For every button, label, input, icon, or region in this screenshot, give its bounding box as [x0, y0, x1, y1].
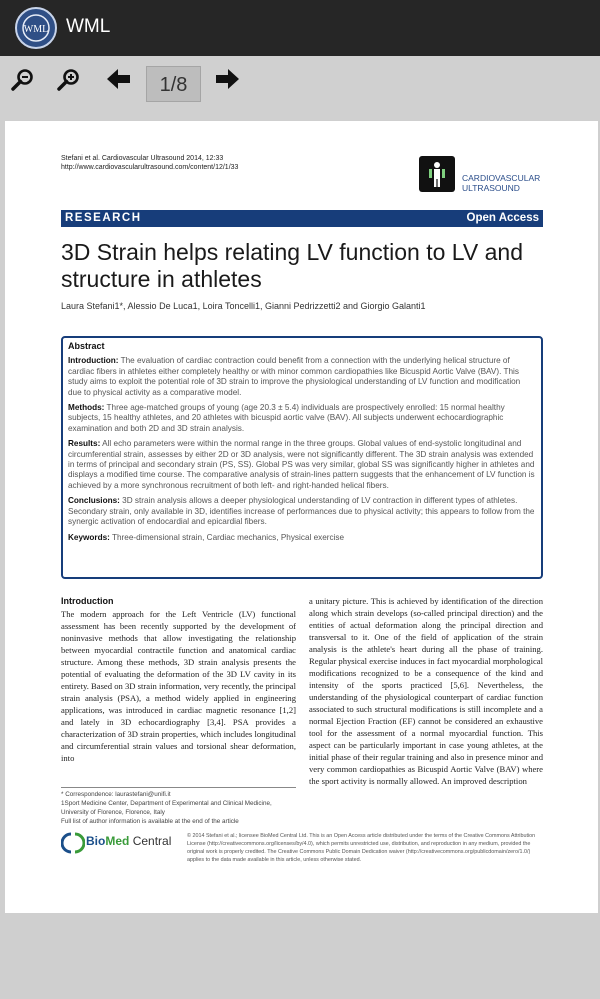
abstract-keywords-text: Three-dimensional strain, Cardiac mechanics, Physical exercise [112, 532, 345, 542]
abstract-results-label: Results: [68, 439, 101, 449]
abstract-introduction-label: Introduction: [68, 356, 119, 366]
paper-title: 3D Strain helps relating LV function to LV and structure in athletes [61, 239, 523, 292]
logo-text: WML [23, 24, 49, 35]
abstract-methods-text: Three age-matched groups of young (age 20.3 ± 5.4) individuals are prospectively enrolled: 15 normal healthy subjects, 15 healthy athletes, and 20 athletes with bicuspid aortic valve (BAV). All subjects underwent echocardiographic examination and both 2D and 3D strain analysis. [68, 403, 505, 433]
body-column-right: a unitary picture. This is achieved by identification of the direction along which strain develops (so-called principal direction) and the entities of actual deformation along the principal direction and transversal to it. One of the field of application of the strain analysis is the athlete's heart during all the phase of training. Regular physical exercise induces in fact myocardial morphological modifications recognized to be a consequence of the kind and intensity of the sports practiced [5,6]. Nevertheless, the understanding of the physiological counterpart of cardiac function associated to such structural modifications is still incomplete and a normal Ejection Fraction (EF) cannot be considered an exhaustive tool for the assessment of a normal myocardial function. This aspect can be particularly important in case young athletes, at the initial phase of their regular training and also in presence minor and very common cardiopathies as Bicuspid Aortic Valve (BAV) where the sport activity is normally allowed. An improved description [309, 596, 543, 786]
correspondence-footnote: * Correspondence: laurastefani@unifi.it [61, 791, 171, 798]
license-text: © 2014 Stefani et al.; licensee BioMed Central Ltd. This is an Open Access article distributed under the terms of the Creative Commons Attribution License (http://creativecommons.org/licenses/by/4.0), which permits unrestricted use, distribution, and reproduction in any medium, provided the original work is properly credited. The Creative Commons Public Domain Dedication waiver (http://creativecommons.org/publicdomain/zero/1.0/) applies to the data made available in this article, unless otherwise stated. [187, 833, 536, 863]
introduction-heading: Introduction [61, 596, 114, 606]
app-logo-icon[interactable] [15, 7, 57, 49]
abstract-introduction [68, 356, 536, 398]
abstract-methods [68, 403, 536, 434]
abstract-methods-label: Methods: [68, 403, 105, 413]
figure-icon [419, 156, 455, 192]
page-indicator: 1/8 [146, 66, 201, 102]
publisher-bio: Bio [86, 834, 106, 848]
footnotes [61, 787, 296, 826]
publisher-central: Central [132, 834, 172, 848]
journal-name-line1: CARDIOVASCULAR [462, 173, 541, 183]
abstract-results-text: All echo parameters were within the normal range in the three groups. Global values of end-systolic longitudinal and circumferential strain, assesses by either 2D or 3D analysis, were not significantly different. The 3D strain analysis was extended in terms of principal and secondary strain (PS, SS). Global PS was very similar, global SS was significantly higher in athletes and displays a modified time course. The comparative analysis of strain-lines pattern suggests that the enhancement of LV function is achieved by a more synchronous recruitment of both left- and right-handed helical fibers. [68, 439, 535, 490]
app-bar [0, 0, 600, 56]
journal-logo-icon [419, 156, 455, 192]
article-url: http://www.cardiovascularultrasound.com/content/12/1/33 [61, 164, 239, 171]
affiliation-footnote: 1Sport Medicine Center, Department of Experimental and Clinical Medicine, University of Florence, Florence, Italy [61, 800, 272, 816]
abstract-box [61, 336, 543, 579]
previous-page-button[interactable] [104, 66, 134, 96]
bmc-swirl-icon [61, 831, 85, 855]
zoom-out-icon [8, 66, 38, 96]
abstract-conclusions-label: Conclusions: [68, 496, 120, 506]
body-column-left [61, 595, 296, 764]
next-page-button[interactable] [212, 66, 242, 96]
author-info-footnote: Full list of author information is available at the end of the article [61, 818, 239, 825]
app-title: WML [66, 16, 111, 37]
abstract-results [68, 439, 536, 491]
author-list: Laura Stefani1*, Alessio De Luca1, Loira Toncelli1, Gianni Pedrizzetti2 and Giorgio Galanti1 [61, 301, 426, 311]
abstract-introduction-text: The evaluation of cardiac contraction could benefit from a connection with the underlying helical structure of cardiac fibers in athletes either completely healthy or with minor common cardiopathies like Bicuspid Aortic Valve (BAV). This study aims to exploit the potential role of 3D strain to improve the physiological understanding of LV function and modification due to physical activity as a comparative model. [68, 356, 521, 397]
introduction-text-left: The modern approach for the Left Ventricle (LV) functional assessment has been recently supported by the development of noninvasive methods that allow investigating the relationship between myocardial contractile function and anatomical cardiac structure. Among these methods, 3D strain analysis presents the potential of evaluating the deformation of the 3D LV cavity in its entirety. Based on 3D strain information, very recently, the principal strain analysis (PSA), a method widely applied in engineering applications, was introduced in cardiac magnetic resonance [1,2] and lately in 3D echocardiography [3,4]. PSA provides a characterization of 3D strain properties, which includes longitudinal and circumferential strain values and torsional shear deformation, into [61, 609, 296, 763]
logo-emblem [17, 9, 55, 47]
journal-name-line2: ULTRASOUND [462, 183, 520, 193]
arrow-right-icon [212, 66, 242, 96]
open-access-label: Open Access [466, 212, 539, 224]
journal-name [462, 173, 540, 193]
document-page[interactable] [5, 121, 598, 913]
research-label: RESEARCH [65, 212, 142, 224]
abstract-conclusions [68, 496, 536, 527]
publisher-name [86, 834, 171, 848]
publisher-med: Med [105, 834, 130, 848]
abstract-keywords [68, 533, 536, 543]
reader-toolbar [0, 56, 600, 120]
abstract-conclusions-text: 3D strain analysis allows a deeper physiological understanding of LV contraction in different types of athletes. Secondary strain, only available in 3D, identifies increase of performances due to physical activity; this appears to follow from the synergic activation of endocardial and epicardial fibers. [68, 496, 535, 527]
zoom-in-button[interactable] [54, 66, 84, 96]
abstract-keywords-label: Keywords: [68, 532, 110, 542]
zoom-out-button[interactable] [8, 66, 38, 96]
research-banner [61, 210, 543, 227]
journal-citation: Stefani et al. Cardiovascular Ultrasound 2014, 12:33 [61, 155, 224, 162]
arrow-left-icon [104, 66, 134, 96]
abstract-heading: Abstract [68, 341, 105, 351]
zoom-in-icon [54, 66, 84, 96]
